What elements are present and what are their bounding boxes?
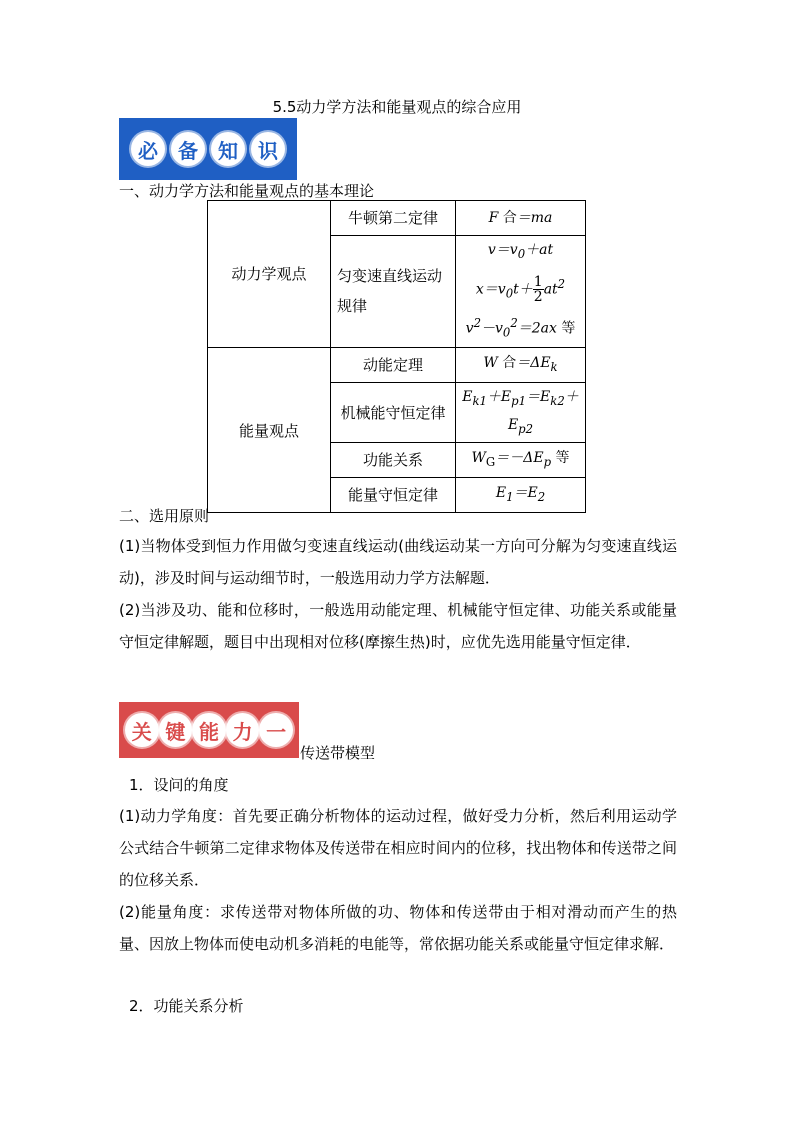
badge-char: 识 (251, 132, 285, 166)
numbered-item: 2．功能关系分析 (129, 997, 244, 1015)
badge-char: 备 (171, 132, 205, 166)
paragraph: (1)动力学角度：首先要正确分析物体的运动过程，做好受力分析，然后利用运动学公式结合牛顿第二定律求物体及传送带在相应时间内的位移，找出物体和传送带之间的位移关系． (119, 807, 677, 889)
law-cell: 动能定理 (331, 347, 456, 382)
numbered-item: 1．设问的角度 (129, 776, 229, 794)
key-ability-badge (119, 702, 299, 758)
formula-newton: F 合＝ma (456, 201, 586, 236)
section-heading-theory: 一、动力学方法和能量观点的基本理论 (119, 182, 375, 200)
table-row (208, 347, 586, 382)
formula-kinetic-theorem: W 合$=\Delta E_k$ (456, 347, 586, 382)
law-cell: 功能关系 (331, 443, 456, 478)
conveyor-model-label: 传送带模型 (300, 744, 376, 762)
section-heading-principles: 二、选用原则 (119, 507, 210, 525)
badge-char: 能 (192, 713, 226, 747)
badge-char: 必 (131, 132, 165, 166)
table-row (208, 201, 586, 236)
group-energy: 能量观点 (208, 347, 331, 513)
must-know-badge (119, 118, 297, 180)
badge-char: 知 (211, 132, 245, 166)
badge-char: 键 (159, 713, 193, 747)
law-cell: 能量守恒定律 (331, 478, 456, 513)
paragraph: (2)当涉及功、能和位移时，一般选用动能定理、机械能守恒定律、功能关系或能量守恒定律解题，题目中出现相对位移(摩擦生热)时，应优先选用能量守恒定律． (119, 601, 677, 651)
formula-mech-energy: $E_{k1}+E_{p1}=E_{k2}+$ $E_{p2}$ (456, 382, 586, 443)
badge-char: 关 (125, 713, 159, 747)
paragraph: (2)能量角度：求传送带对物体所做的功、物体和传送带由于相对滑动而产生的热量、因放上物体而使电动机多消耗的电能等，常依据功能关系或能量守恒定律求解． (119, 903, 677, 953)
law-cell: 牛顿第二定律 (331, 201, 456, 236)
badge-char: 力 (226, 713, 260, 747)
law-cell: 机械能守恒定律 (331, 382, 456, 443)
formula-energy-conservation: $E_1=E_2$ (456, 478, 586, 513)
formula-uniform-accel: $v=v_0+at$ $x=v_0t+$ $\frac{1}{2}$ $at^2$ $v^2-v_0^2=2ax$ 等 (456, 236, 586, 348)
theory-table (207, 200, 586, 513)
formula-work-energy: $W_G=-\Delta E_p$ 等 (456, 443, 586, 478)
page-title: 5.5动力学方法和能量观点的综合应用 (272, 98, 522, 116)
group-dynamics: 动力学观点 (208, 201, 331, 348)
law-cell: 匀变速直线运动规律 (331, 236, 456, 348)
paragraph: (1)当物体受到恒力作用做匀变速直线运动(曲线运动某一方向可分解为匀变速直线运动)，涉及时间与运动细节时，一般选用动力学方法解题． (119, 537, 677, 587)
badge-char: 一 (259, 713, 293, 747)
